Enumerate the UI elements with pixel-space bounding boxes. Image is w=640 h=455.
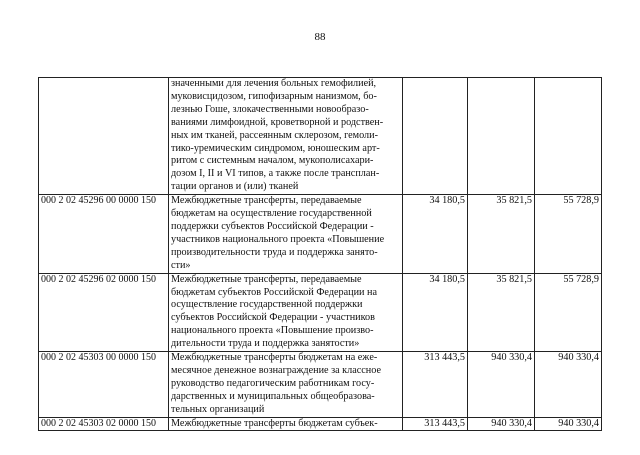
description-line: Межбюджетные трансферты бюджетам на ежe- (171, 352, 378, 364)
description-line: тельных организаций (171, 403, 265, 415)
description-cell (169, 78, 403, 195)
amount-year-3-cell (535, 78, 602, 195)
budget-code-cell: 000 2 02 45303 02 0000 150 (39, 417, 169, 431)
description-line: значенными для лечения больных гемофилией, (171, 78, 377, 89)
description-line: национального проекта «Повышение произво- (171, 325, 374, 337)
amount-year-1-cell: 313 443,5 (403, 417, 468, 431)
amount-year-3-cell: 55 728,9 (535, 273, 602, 351)
description-line: лезнью Гоше, злокачественными новообразо- (171, 103, 369, 115)
table-row (39, 352, 602, 418)
budget-code-cell: 000 2 02 45296 00 0000 150 (39, 195, 169, 273)
budget-code-cell (39, 78, 169, 195)
description-line: тации органов и (или) тканей (171, 181, 299, 193)
table-row (39, 78, 602, 195)
budget-table (38, 77, 602, 431)
table-body (39, 78, 602, 431)
budget-code-cell: 000 2 02 45296 02 0000 150 (39, 273, 169, 351)
description-line: субъектов Российской Федерации - участников (171, 312, 375, 324)
description-line: участников национального проекта «Повышение (171, 233, 385, 245)
description-line: бюджетам субъектов Российской Федерации на (171, 286, 378, 298)
description-line: бюджетам на осуществление государственной (171, 208, 372, 220)
description-line: дозом I, II и VI типов, а также после трансплан- (171, 168, 380, 180)
amount-year-1-cell: 34 180,5 (403, 273, 468, 351)
description-line: поддержки субъектов Российской Федерации - (171, 220, 374, 232)
description-line: тико-уремическим синдромом, юношеским арт- (171, 142, 380, 154)
description-line: ваниями лимфоидной, кроветворной и родствен- (171, 116, 384, 128)
amount-year-2-cell: 940 330,4 (468, 417, 535, 431)
amount-year-1-cell: 34 180,5 (403, 195, 468, 273)
amount-year-3-cell: 940 330,4 (535, 417, 602, 431)
description-line: Межбюджетные трансферты, передаваемые (171, 195, 362, 207)
description-line: дительности труда и поддержка занятости» (171, 338, 360, 350)
amount-year-1-cell: 313 443,5 (403, 352, 468, 418)
amount-year-3-cell: 55 728,9 (535, 195, 602, 273)
description-line: Межбюджетные трансферты, передаваемые (171, 273, 362, 285)
description-cell (169, 352, 403, 418)
description-line: сти» (171, 259, 191, 271)
table-row (39, 195, 602, 273)
budget-code-cell: 000 2 02 45303 00 0000 150 (39, 352, 169, 418)
amount-year-2-cell: 35 821,5 (468, 273, 535, 351)
description-line: Межбюджетные трансферты бюджетам субъек- (171, 417, 378, 429)
description-cell (169, 273, 403, 351)
description-cell (169, 195, 403, 273)
table-row (39, 417, 602, 431)
amount-year-2-cell: 940 330,4 (468, 352, 535, 418)
description-line: ных им тканей, рассеянным склерозом, гемоли- (171, 129, 378, 141)
amount-year-1-cell (403, 78, 468, 195)
description-line: муковисцидозом, гипофизарным нанизмом, бо- (171, 90, 377, 102)
description-line: дарственных и муниципальных общеобразова- (171, 390, 375, 402)
page-number: 88 (314, 31, 326, 43)
description-line: ритом с системным началом, мукополисахари- (171, 155, 374, 167)
amount-year-2-cell: 35 821,5 (468, 195, 535, 273)
description-line: месячное денежное вознаграждение за классное (171, 364, 381, 376)
description-line: производительности труда и поддержка занято- (171, 246, 378, 258)
table-row (39, 273, 602, 351)
description-line: руководство педагогическим работникам госу- (171, 377, 375, 389)
description-cell (169, 417, 403, 431)
amount-year-3-cell: 940 330,4 (535, 352, 602, 418)
amount-year-2-cell (468, 78, 535, 195)
description-line: осуществление государственной поддержки (171, 299, 363, 311)
